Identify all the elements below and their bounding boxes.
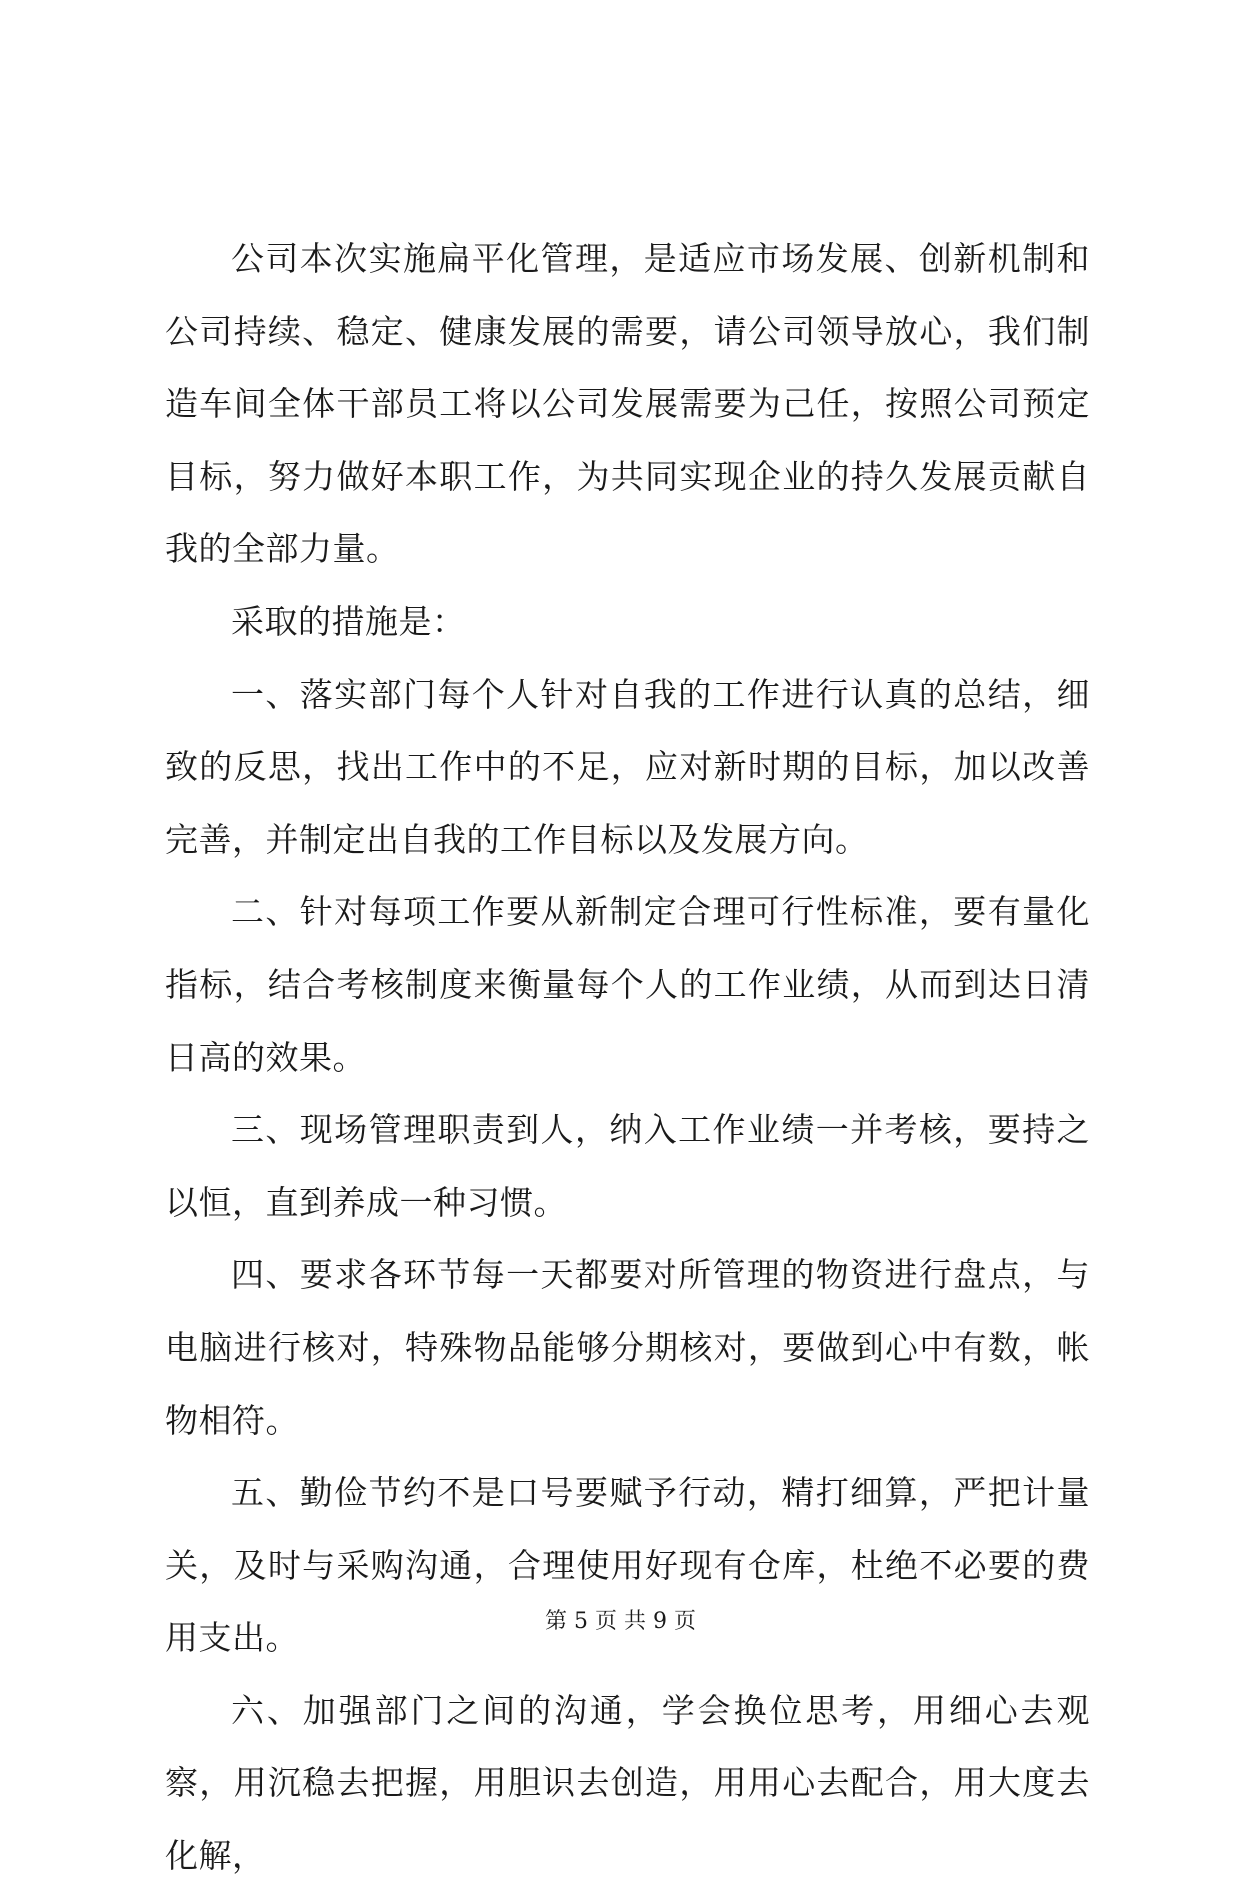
paragraph-measure-6: 六、加强部门之间的沟通，学会换位思考，用细心去观察，用沉稳去把握，用胆识去创造，用用心去配合，用大度去化解， — [165, 1690, 1090, 1876]
paragraph-measure-2: 二、针对每项工作要从新制定合理可行性标准，要有量化指标，结合考核制度来衡量每个人的工作业绩，从而到达日清日高的效果。 — [165, 892, 1090, 1077]
document-body — [165, 223, 1090, 1893]
paragraph-intro: 公司本次实施扁平化管理，是适应市场发展、创新机制和公司持续、稳定、健康发展的需要，请公司领导放心，我们制造车间全体干部员工将以公司发展需要为己任，按照公司预定目标，努力做好本职工作，为共同实现企业的持久发展贡献自我的全部力量。 — [165, 239, 1090, 569]
paragraph-measures-heading: 采取的措施是： — [231, 601, 466, 641]
page-footer: 第 5 页 共 9 页 — [545, 1609, 696, 1634]
paragraph-measure-3: 三、现场管理职责到人，纳入工作业绩一并考核，要持之以恒，直到养成一种习惯。 — [165, 1110, 1090, 1222]
paragraph-measure-1: 一、落实部门每个人针对自我的工作进行认真的总结，细致的反思，找出工作中的不足，应对新时期的目标，加以改善完善，并制定出自我的工作目标以及发展方向。 — [165, 674, 1090, 859]
paragraph-measure-5: 五、勤俭节约不是口号要赋予行动，精打细算，严把计量关，及时与采购沟通，合理使用好现有仓库，杜绝不必要的费用支出。 — [165, 1473, 1090, 1658]
paragraph-measure-4: 四、要求各环节每一天都要对所管理的物资进行盘点，与电脑进行核对，特殊物品能够分期核对，要做到心中有数，帐物相符。 — [165, 1255, 1090, 1440]
